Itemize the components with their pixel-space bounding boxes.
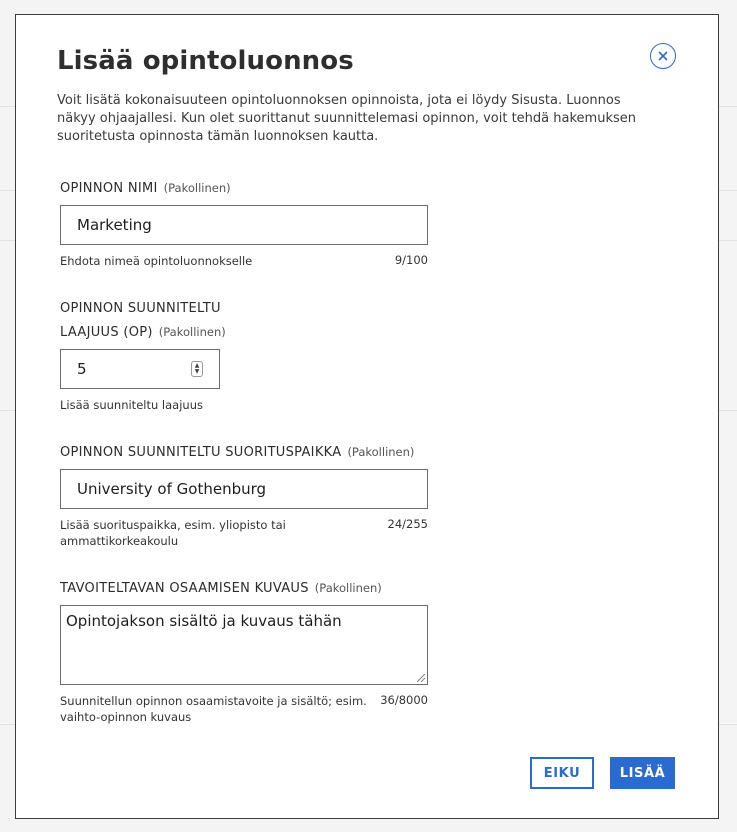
name-label-text: OPINNON NIMI: [60, 181, 158, 196]
spinner-down-icon[interactable]: ▼: [194, 368, 200, 375]
credits-label-text: LAAJUUS (OP): [60, 325, 153, 340]
spinner-up-icon[interactable]: ▲: [194, 362, 200, 369]
close-icon: [657, 50, 669, 62]
name-hint: Ehdota nimeä opintoluonnokselle: [60, 254, 253, 268]
cancel-button[interactable]: EIKU: [530, 757, 594, 789]
name-label: [60, 181, 231, 196]
description-hint-line1: Suunnitellun opinnon osaamistavoite ja sisältö; esim.: [60, 694, 367, 708]
number-spinner[interactable]: [191, 361, 203, 377]
add-draft-dialog: [15, 14, 719, 819]
required-marker: (Pakollinen): [314, 581, 382, 595]
credits-input[interactable]: [60, 349, 220, 389]
close-button[interactable]: [650, 43, 676, 69]
name-input[interactable]: [60, 205, 428, 245]
credits-label-line1: OPINNON SUUNNITELTU: [60, 301, 221, 316]
location-input-value: University of Gothenburg: [77, 480, 267, 498]
credits-hint: Lisää suunniteltu laajuus: [60, 398, 203, 412]
location-label-text: OPINNON SUUNNITELTU SUORITUSPAIKKA: [60, 445, 342, 460]
credits-input-value: 5: [77, 360, 87, 378]
name-counter: 9/100: [394, 253, 428, 267]
required-marker: (Pakollinen): [163, 181, 231, 195]
location-hint-line2: ammattikorkeakoulu: [60, 534, 179, 548]
dialog-intro: Voit lisätä kokonaisuuteen opintoluonnoksen opinnoista, jota ei löydy Sisusta. Luonnos näkyy ohjaajallesi. Kun olet suorittanut suunnittelemasi opinnon, voit tehdä hakemuksen suoritetusta opinnosta tämän luonnoksen kautta.: [57, 93, 636, 144]
location-counter: 24/255: [387, 517, 428, 531]
add-button[interactable]: LISÄÄ: [610, 757, 675, 789]
description-hint-line2: vaihto-opinnon kuvaus: [60, 710, 192, 724]
dialog-title: Lisää opintoluonnos: [57, 46, 354, 76]
name-input-value: Marketing: [77, 216, 152, 234]
description-counter: 36/8000: [380, 693, 428, 707]
description-textarea[interactable]: [60, 605, 428, 685]
credits-label: [60, 325, 226, 340]
description-value: Opintojakson sisältö ja kuvaus tähän: [66, 612, 342, 630]
required-marker: (Pakollinen): [347, 445, 415, 459]
location-input[interactable]: [60, 469, 428, 509]
resize-handle-icon[interactable]: [417, 674, 425, 682]
location-label: [60, 445, 414, 460]
description-label: [60, 581, 382, 596]
location-hint-line1: Lisää suorituspaikka, esim. yliopisto tai: [60, 518, 286, 532]
required-marker: (Pakollinen): [158, 325, 226, 339]
description-label-text: TAVOITELTAVAN OSAAMISEN KUVAUS: [60, 581, 309, 596]
location-hint: [60, 517, 286, 549]
description-hint: [60, 693, 367, 725]
